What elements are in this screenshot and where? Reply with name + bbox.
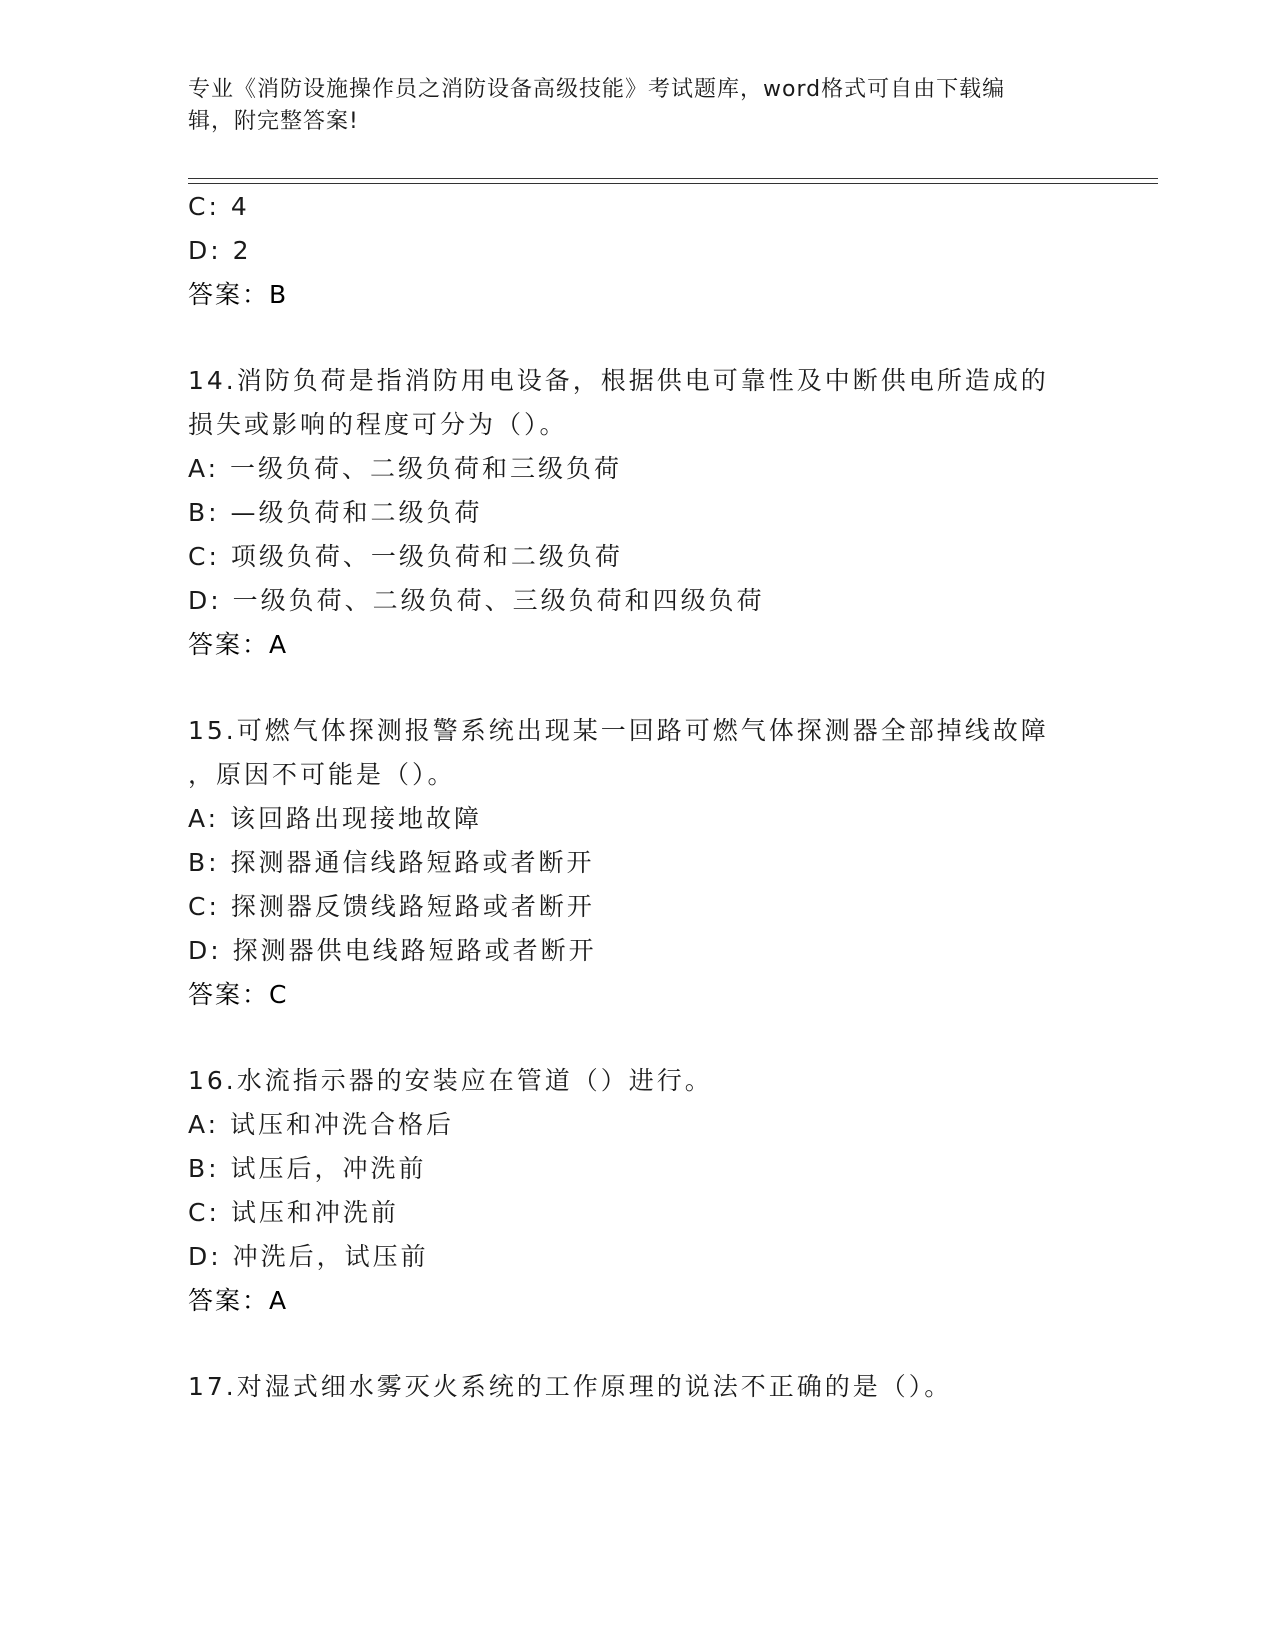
answer-line: 答案：A bbox=[188, 630, 289, 659]
option-line: B: 探测器通信线路短路或者断开 bbox=[188, 848, 595, 877]
option-line: C: 试压和冲洗前 bbox=[188, 1198, 399, 1227]
header-divider-bottom bbox=[188, 183, 1158, 184]
header-line-1: 专业《消防设施操作员之消防设备高级技能》考试题库，word格式可自由下载编 bbox=[188, 77, 1006, 102]
option-line: B: —级负荷和二级负荷 bbox=[188, 498, 483, 527]
question-stem: 15.可燃气体探测报警系统出现某一回路可燃气体探测器全部掉线故障 bbox=[188, 716, 1049, 745]
option-line: D: 2 bbox=[188, 236, 252, 265]
question-stem: 16.水流指示器的安装应在管道（）进行。 bbox=[188, 1066, 713, 1095]
option-line: A: 该回路出现接地故障 bbox=[188, 804, 483, 833]
page-header bbox=[188, 74, 1068, 138]
option-line: A: 一级负荷、二级负荷和三级负荷 bbox=[188, 454, 623, 483]
option-line: C: 项级负荷、一级负荷和二级负荷 bbox=[188, 542, 623, 571]
header-line-2: 辑，附完整答案! bbox=[188, 109, 359, 134]
question-stem: 17.对湿式细水雾灭火系统的工作原理的说法不正确的是（）。 bbox=[188, 1372, 953, 1401]
option-line: B: 试压后，冲洗前 bbox=[188, 1154, 427, 1183]
question-stem: ，原因不可能是（）。 bbox=[188, 760, 456, 789]
option-line: D: 冲洗后，试压前 bbox=[188, 1242, 429, 1271]
option-line: C: 探测器反馈线路短路或者断开 bbox=[188, 892, 595, 921]
answer-line: 答案：A bbox=[188, 1286, 289, 1315]
answer-line: 答案：C bbox=[188, 980, 289, 1009]
option-line: C: 4 bbox=[188, 192, 250, 221]
question-stem: 损失或影响的程度可分为（）。 bbox=[188, 410, 568, 439]
option-line: D: 探测器供电线路短路或者断开 bbox=[188, 936, 597, 965]
header-divider-top bbox=[188, 178, 1158, 179]
option-line: A: 试压和冲洗合格后 bbox=[188, 1110, 455, 1139]
answer-line: 答案：B bbox=[188, 280, 289, 309]
option-line: D: 一级负荷、二级负荷、三级负荷和四级负荷 bbox=[188, 586, 765, 615]
question-stem: 14.消防负荷是指消防用电设备，根据供电可靠性及中断供电所造成的 bbox=[188, 366, 1049, 395]
